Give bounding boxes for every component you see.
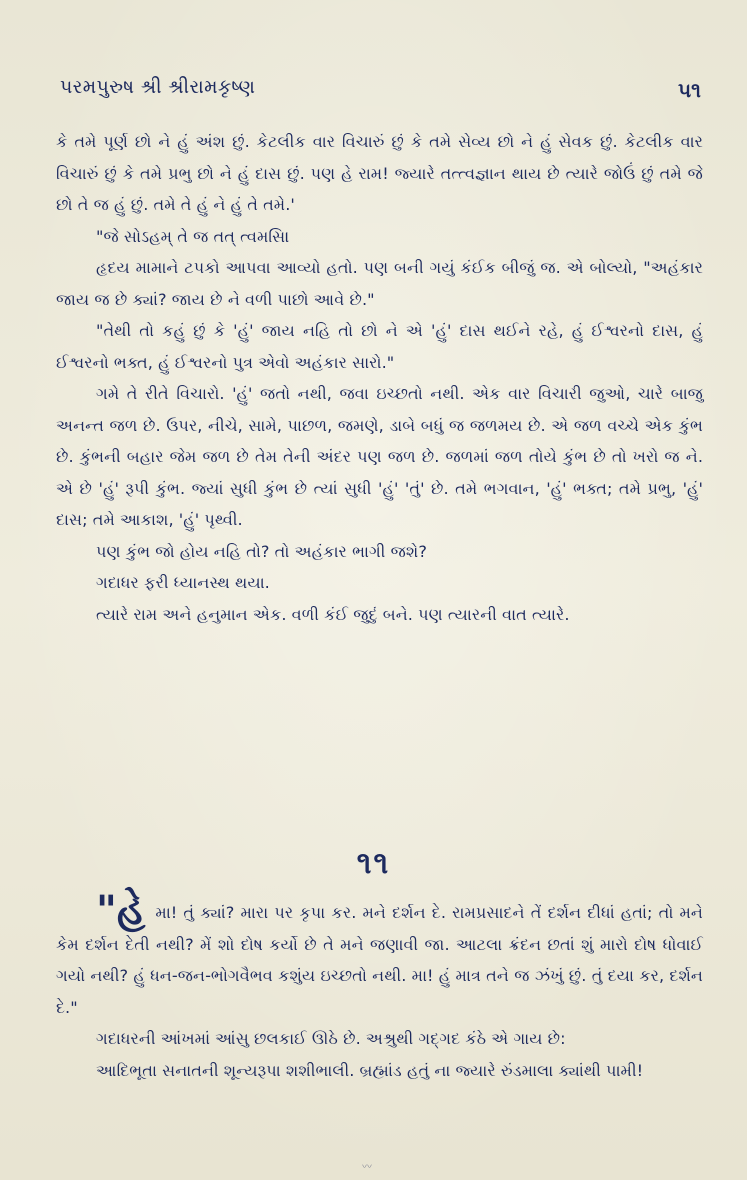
body-text [56,126,703,630]
paragraph-6: પણ કુંભ જો હોય નહિ તો? તો અહંકાર ભાગી જશે? [96,541,427,561]
paragraph-5: ગમે તે રીતે વિચારો. 'હું' જતો નથી, જવા ઇચ્છતો નથી. એક વાર વિચારી જુઓ, ચારે બાજુ અનન્ત જળ છે. ઉપર, નીચે, સામે, પાછળ, જમણે, ડાબે બધું જ જળમય છે. એ જળ વચ્ચે એક કુંભ છે. કુંભની બહાર જેમ જળ છે તેમ તેની અંદર પણ જળ છે. જળમાં જળ તોયે કુંભ છે તો ખરો જ ને. એ છે 'હું' રૂપી કુંભ. જ્યાં સુધી કુંભ છે ત્યાં સુધી 'હું' 'તું' છે. તમે ભગવાન, 'હું' ભક્ત; તમે પ્રભુ, 'હું' દાસ; તમે આકાશ, 'હું' પૃથ્વી. [56,384,703,529]
chapter-paragraph-1-text: મા! તું ક્યાં? મારા પર કૃપા કર. મને દર્શન દે. રામપ્રસાદને તેં દર્શન દીધાં હતાં; તો મને કેમ દર્શન દેતી નથી? મેં શો દોષ કર્યો છે તે મને જણાવી જા. આટલા ક્રંદન છતાં શું મારો દોષ ધોવાઈ ગયો નથી? હું ધન-જન-ભોગવૈભવ કશુંય ઇચ્છતો નથી. મા! હું માત્ર તને જ ઝંખું છું. તું દયા કર, દર્શન દે." [56,903,703,1017]
paragraph-4: "તેથી તો કહું છું કે 'હું' જાય નહિ તો છો ને એ 'હું' દાસ થઈને રહે, હું ઈશ્વરનો દાસ, હું ઈશ્વરનો ભક્ત, હું ઈશ્વરનો પુત્ર એવો અહંકાર સારો." [56,321,703,372]
paragraph-8: ત્યારે રામ અને હનુમાન એક. વળી કંઈ જુદું બને. પણ ત્યારની વાત ત્યારે. [96,604,570,624]
paragraph-3: હૃદય મામાને ટપકો આપવા આવ્યો હતો. પણ બની ગયું કંઈક બીજું જ. એ બોલ્યો, "અહંકાર જાય જ છે ક્યાં? જાય છે ને વળી પાછો આવે છે." [56,258,703,309]
chapter-number: ૧૧ [356,846,391,881]
running-title: પરમપુરુષ શ્રી શ્રીરામકૃષ્ણ [60,76,256,98]
paragraph-7: ગદાધર ફરી ધ્યાનસ્થ થયા. [96,573,270,592]
paragraph-1: કે તમે પૂર્ણ છો ને હું અંશ છું. કેટલીક વાર વિચારું છું કે તમે સેવ્ય છો ને હું સેવક છું. કેટલીક વાર વિચારું છું કે તમે પ્રભુ છો ને હું દાસ છું. પણ હે રામ! જ્યારે તત્ત્વજ્ઞાન થાય છે ત્યારે જોઉં છું તમે જે છો તે જ હું છું. તમે તે હું ને હું તે તમે.' [56,132,703,214]
chapter-text [56,888,703,1086]
drop-cap: "હે [96,888,146,934]
chapter-paragraph-2: ગદાધરની આંખમાં આંસુ છલકાઈ ઊઠે છે. અશ્રુથી ગદ્ગદ કંઠે એ ગાય છે: [96,1029,566,1048]
page-number: ૫૧ [678,78,701,102]
paragraph-2: "જે સોઽહમ્ તે જ તત્ ત્વમસિ। [96,226,290,246]
footer-ornament-icon: 〰 [362,1162,372,1173]
chapter-paragraph-3: આદિભૂતા સનાતની શૂન્યરૂપા શશીભાલી. બ્રહ્માંડ હતું ના જ્યારે રુંડમાલા ક્યાંથી પામી! [96,1060,644,1080]
chapter-paragraph-1 [56,888,703,1023]
